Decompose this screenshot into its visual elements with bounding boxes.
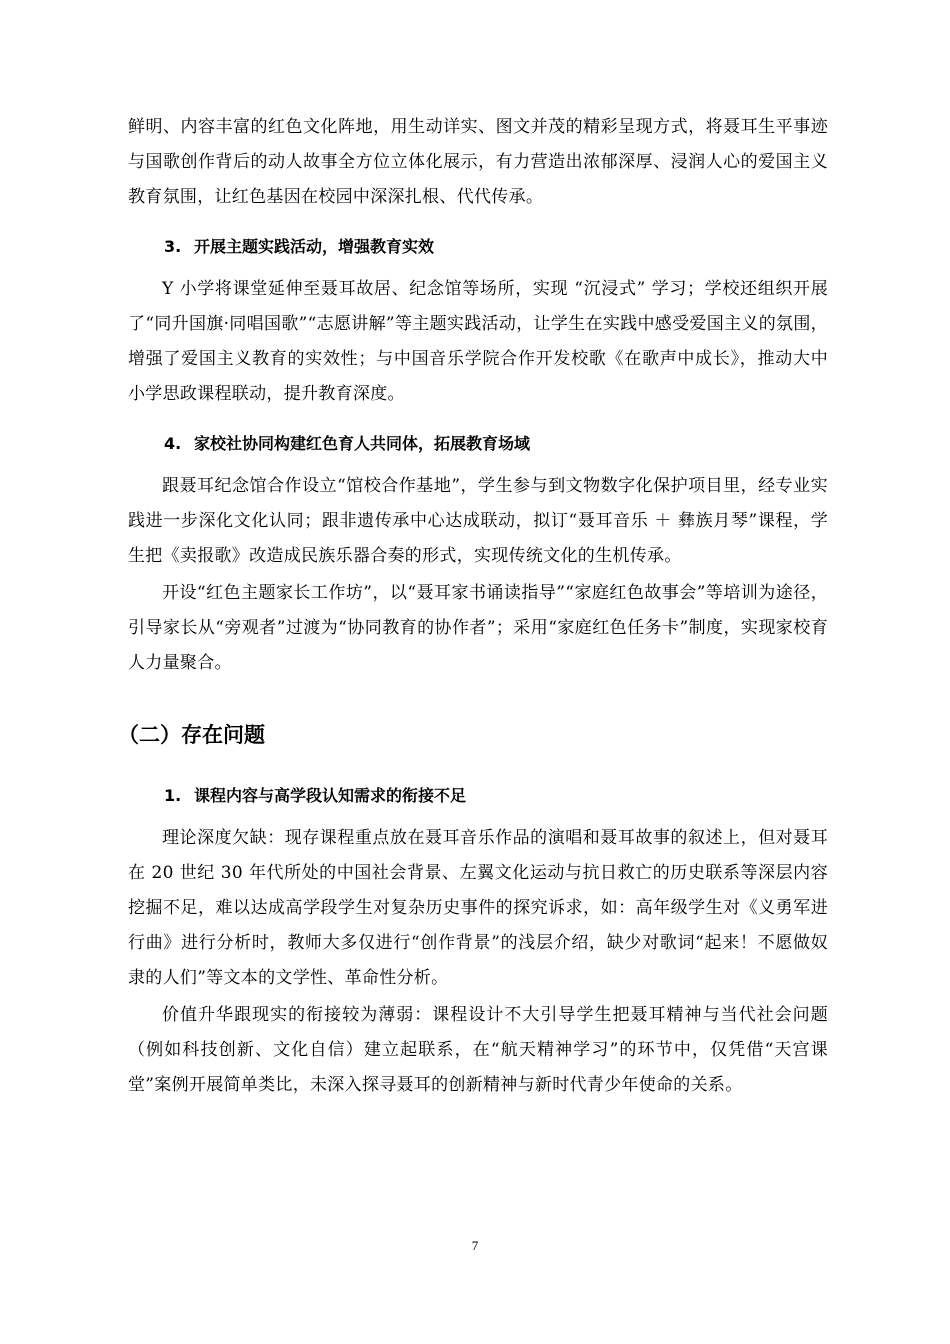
subsection-title: 家校社协同构建红色育人共同体，拓展教育场域 (194, 434, 531, 453)
subsection-number: 1. (164, 786, 182, 805)
subsection-number: 4. (164, 434, 182, 453)
body-paragraph: 价值升华跟现实的衔接较为薄弱：课程设计不大引导学生把聂耳精神与当代社会问题（例如科技创新、文化自信）建立起联系，在“航天精神学习”的环节中，仅凭借“天宫课堂”案例开展简单类比，未深入探寻聂耳的创新精神与新时代青少年使命的关系。 (128, 1005, 828, 1095)
subsection-title: 课程内容与高学段认知需求的衔接不足 (194, 786, 467, 805)
subsection-heading (128, 429, 828, 459)
subsection-heading (128, 781, 828, 811)
page-number: 7 (471, 1238, 479, 1253)
subsection-title: 开展主题实践活动，增强教育实效 (194, 237, 435, 256)
body-paragraph: 跟聂耳纪念馆合作设立“馆校合作基地”，学生参与到文物数字化保护项目里，经专业实践进一步深化文化认同；跟非遗传承中心达成联动，拟订“聂耳音乐 ＋ 彝族月琴”课程，学生把《卖报歌》改造成民族乐器合奏的形式，实现传统文化的生机传承。 (128, 476, 828, 566)
body-paragraph: Y 小学将课堂延伸至聂耳故居、纪念馆等场所，实现 “沉浸式” 学习；学校还组织开展了“同升国旗·同唱国歌”“志愿讲解”等主题实践活动，让学生在实践中感受爱国主义的氛围，增强了爱国主义教育的实效性；与中国音乐学院合作开发校歌《在歌声中成长》，推动大中小学思政课程联动，提升教育深度。 (128, 279, 828, 404)
body-paragraph: 鲜明、内容丰富的红色文化阵地，用生动详实、图文并茂的精彩呈现方式，将聂耳生平事迹与国歌创作背后的动人故事全方位立体化展示，有力营造出浓郁深厚、浸润人心的爱国主义教育氛围，让红色基因在校园中深深扎根、代代传承。 (128, 117, 828, 207)
subsection-heading (128, 232, 828, 262)
body-paragraph: 开设“红色主题家长工作坊”，以“聂耳家书诵读指导”“家庭红色故事会”等培训为途径，引导家长从“旁观者”过渡为“协同教育的协作者”；采用“家庭红色任务卡”制度，实现家校育人力量聚合。 (128, 583, 828, 673)
subsection-number: 3. (164, 237, 182, 256)
body-paragraph: 理论深度欠缺：现存课程重点放在聂耳音乐作品的演唱和聂耳故事的叙述上，但对聂耳在 20 世纪 30 年代所处的中国社会背景、左翼文化运动与抗日救亡的历史联系等深层内容挖掘不足，难以达成高学段学生对复杂历史事件的探究诉求，如：高年级学生对《义勇军进行曲》进行分析时，教师大多仅进行“创作背景”的浅层介绍，缺少对歌词“起来！不愿做奴隶的人们”等文本的文学性、革命性分析。 (128, 828, 828, 988)
section-heading: （二）存在问题 (118, 723, 265, 747)
document-body (118, 110, 828, 1105)
